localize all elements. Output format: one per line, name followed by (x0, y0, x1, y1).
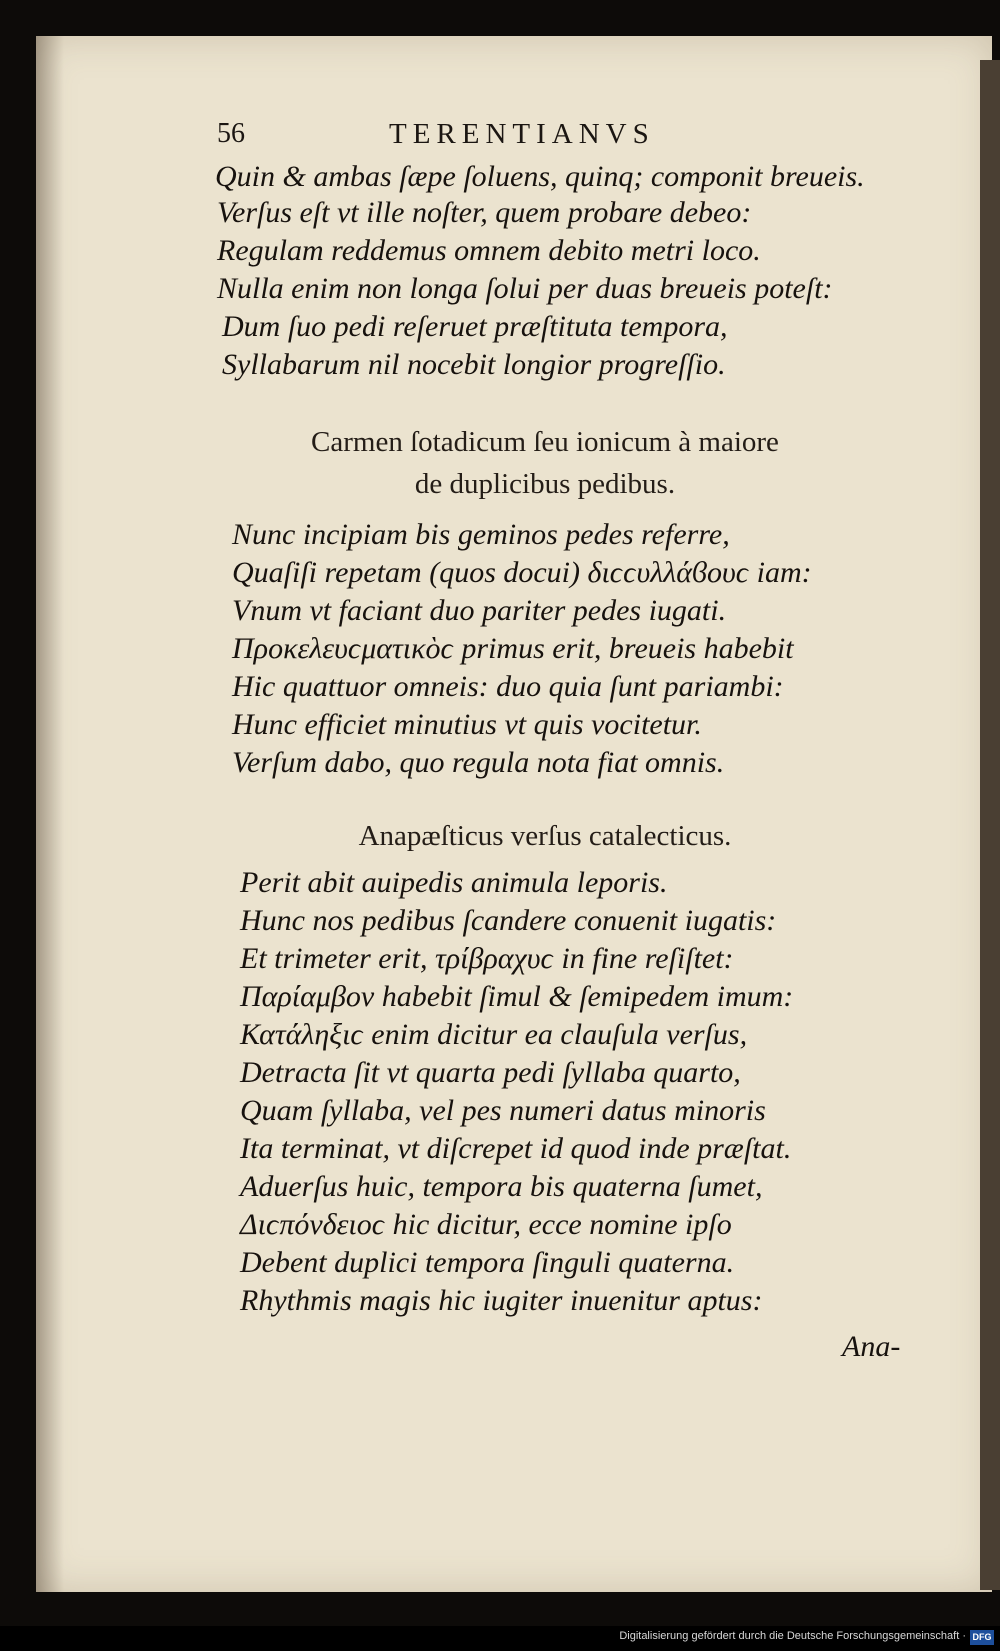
verse-line: Aduerſus huic, tempora bis quaterna ſumet, (240, 1170, 763, 1203)
text-line: Quin & ambas ſæpe ſoluens, quinq; componit breueis. (215, 160, 865, 193)
verse-line: Rhythmis magis hic iugiter inuenitur aptus: (240, 1284, 763, 1317)
verse-line: Et trimeter erit, τρίβραχυϲ in fine reſiſtet: (240, 942, 734, 975)
verse-line: Hunc nos pedibus ſcandere conuenit iugatis: (240, 904, 777, 937)
verse-line: Hic quattuor omneis: duo quia ſunt pariambi: (232, 670, 784, 703)
verse-line: Nunc incipiam bis geminos pedes referre, (232, 518, 730, 551)
verse-line: Perit abit auipedis animula leporis. (240, 866, 668, 899)
verse-line: Quaſiſi repetam (quos docui) διϲϲυλλάϐουϲ iam: (232, 556, 812, 589)
section-heading: Carmen ſotadicum ſeu ionicum à maiore (311, 426, 779, 458)
running-head: TERENTIANVS (389, 118, 655, 150)
verse-line: Παρίαμβον habebit ſimul & ſemipedem imum: (240, 980, 794, 1013)
verse-line: Vnum vt faciant duo pariter pedes iugati. (232, 594, 727, 627)
section-heading: de duplicibus pedibus. (414, 468, 676, 500)
verse-line: Διϲπόνδειοϲ hic dicitur, ecce nomine ipſo (240, 1208, 732, 1241)
text-line: Nulla enim non longa ſolui per duas breueis poteſt: (217, 272, 833, 305)
verse-line: Ita terminat, vt diſcrepet id quod inde præſtat. (240, 1132, 792, 1165)
funding-credit: Digitalisierung gefördert durch die Deutsche Forschungsgemeinschaft · (619, 1630, 966, 1642)
verse-line: Detracta ſit vt quarta pedi ſyllaba quarto, (240, 1056, 741, 1089)
text-line: Dum ſuo pedi reſeruet præſtituta tempora, (222, 310, 728, 343)
facing-page-edge (980, 60, 1000, 1590)
text-line: Regulam reddemus omnem debito metri loco. (217, 234, 761, 267)
page-number: 56 (217, 118, 245, 149)
verse-line: Verſum dabo, quo regula nota fiat omnis. (232, 746, 725, 779)
digitization-footer (0, 1626, 1000, 1651)
catchword: Ana- (842, 1330, 901, 1363)
text-line: Syllabarum nil nocebit longior progreſſio. (222, 348, 726, 381)
page-header (217, 118, 897, 158)
verse-line: Debent duplici tempora ſinguli quaterna. (240, 1246, 735, 1279)
page-gutter-shadow (36, 36, 64, 1592)
verse-line: Quam ſyllaba, vel pes numeri datus minoris (240, 1094, 766, 1127)
verse-line: Προκελευϲματικὸϲ primus erit, breueis habebit (232, 632, 794, 665)
dfg-logo-icon: DFG (970, 1630, 994, 1645)
section-heading: Anapæſticus verſus catalecticus. (358, 820, 732, 852)
text-line: Verſus eſt vt ille noſter, quem probare debeo: (217, 196, 752, 229)
verse-line: Κατάληξιϲ enim dicitur ea clauſula verſus, (240, 1018, 748, 1051)
verse-line: Hunc efficiet minutius vt quis vocitetur. (232, 708, 702, 741)
